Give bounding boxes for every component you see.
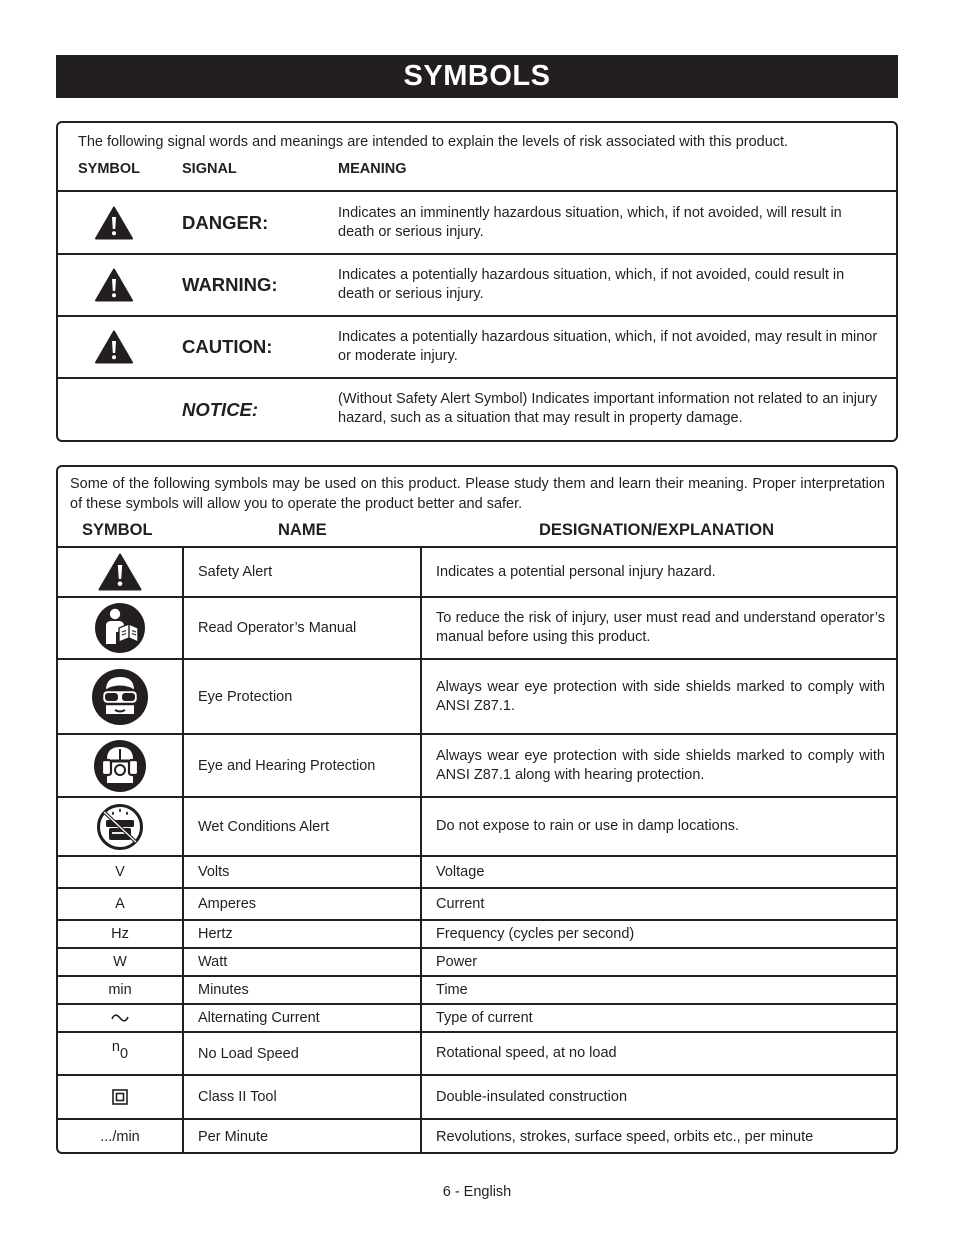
symbol-name: Eye Protection [182,660,420,733]
page-title: SYMBOLS [56,55,898,98]
class-ii-tool-icon [112,1089,128,1105]
symbol-designation: Double-insulated construction [436,1088,628,1105]
signal-word-danger: DANGER: [182,212,269,233]
table-row [58,975,896,1003]
symbol-designation: Frequency (cycles per second) [436,925,635,942]
read-manual-icon [94,602,146,654]
symbol-designation: Always wear eye protection with side shields marked to comply with ANSI Z87.1 along with hearing protection. [436,747,885,783]
table-row [58,658,896,733]
symbol-designation: Always wear eye protection with side shields marked to comply with ANSI Z87.1. [436,678,885,714]
table-row [58,596,896,658]
symbols-header-designation: DESIGNATION/EXPLANATION [539,521,774,539]
symbols-table-box [56,465,898,1154]
signal-header-symbol: SYMBOL [78,161,141,177]
signal-word-warning: WARNING: [182,274,278,295]
table-row [58,796,896,855]
table-row [58,855,896,887]
table-row [58,733,896,796]
symbol-name: Amperes [182,889,420,919]
signal-row-warning [58,253,896,315]
table-row [58,1074,896,1118]
signal-row-notice [58,377,896,442]
symbol-name: Minutes [182,977,420,1003]
symbols-intro: Some of the following symbols may be used on this product. Please study them and learn their meaning. Proper interpretation of these symbols will allow you to operate the product better and safer. [70,476,885,512]
signal-header-signal: SIGNAL [182,161,237,177]
wet-conditions-icon [97,804,143,850]
symbol-text: .../min [100,1129,140,1145]
symbol-designation: Type of current [436,1009,533,1026]
symbol-name: Safety Alert [182,548,420,596]
signal-row-caution [58,315,896,377]
table-row [58,1031,896,1074]
symbol-text: n 0 [111,1039,129,1062]
warning-triangle-icon [95,330,133,364]
signal-intro: The following signal words and meanings are intended to explain the levels of risk associated with this product. [78,134,789,150]
warning-triangle-icon [95,206,133,240]
symbol-name: Volts [182,857,420,887]
symbol-designation: Rotational speed, at no load [436,1045,617,1061]
symbol-designation: Revolutions, strokes, surface speed, orbits etc., per minute [436,1128,814,1145]
symbol-designation: Time [436,981,468,998]
symbol-name: Wet Conditions Alert [182,798,420,855]
symbol-designation: Do not expose to rain or use in damp locations. [436,818,740,834]
signal-words-box [56,121,898,442]
table-row [58,947,896,975]
signal-word-caution: CAUTION: [182,336,273,357]
signal-word-notice: NOTICE: [182,399,259,420]
warning-triangle-icon [95,268,133,302]
eye-protection-icon [91,668,149,726]
symbol-text: A [115,896,125,912]
table-row [58,919,896,947]
symbol-name: Class II Tool [182,1076,420,1118]
table-row [58,1118,896,1154]
signal-meaning-danger: Indicates an imminently hazardous situation, which, if not avoided, will result in death or serious injury. [338,205,842,240]
eye-hearing-protection-icon [93,739,147,793]
symbol-name: Alternating Current [182,1005,420,1031]
symbol-name: Eye and Hearing Protection [182,735,420,796]
symbol-name: Read Operator’s Manual [182,598,420,658]
symbol-text: V [115,864,125,880]
symbol-designation: Current [436,895,485,912]
symbol-name: Watt [182,949,420,975]
alternating-current-icon [110,1012,130,1024]
safety-alert-icon [98,553,142,591]
symbol-text: min [108,982,132,998]
signal-header-meaning: MEANING [338,161,407,177]
symbol-designation: Voltage [436,863,485,880]
table-row [58,1003,896,1031]
signal-meaning-caution: Indicates a potentially hazardous situation, which, if not avoided, may result in minor or moderate injury. [338,329,878,364]
signal-meaning-warning: Indicates a potentially hazardous situation, which, if not avoided, could result in death or serious injury. [338,267,845,302]
symbol-name: Hertz [182,921,420,947]
symbol-name: No Load Speed [182,1033,420,1074]
symbols-header-symbol: SYMBOL [82,521,153,539]
signal-meaning-notice: (Without Safety Alert Symbol) Indicates important information not related to an injury hazard, such as a situation that may result in property damage. [338,391,878,426]
symbol-name: Per Minute [182,1120,420,1154]
page-footer: 6 - English [442,1184,512,1200]
symbol-text: W [113,954,127,970]
symbols-header-name: NAME [278,521,327,539]
symbol-designation: To reduce the risk of injury, user must read and understand operator’s manual before using this product. [436,610,885,645]
symbol-designation: Power [436,953,478,970]
symbol-text: Hz [111,926,129,942]
signal-row-danger [58,190,896,253]
symbol-designation: Indicates a potential personal injury hazard. [436,563,716,580]
table-row [58,546,896,596]
table-row [58,887,896,919]
